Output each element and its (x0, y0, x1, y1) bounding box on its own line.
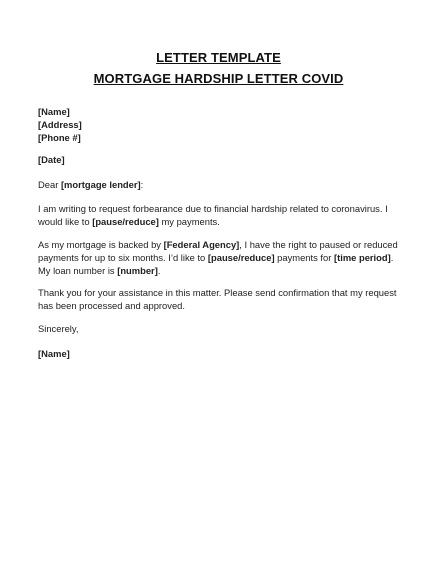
sender-block (38, 105, 398, 144)
paragraph-agency (38, 238, 398, 277)
paragraph1-text2: my payments. (158, 216, 220, 227)
paragraph2-bold4: [number] (117, 265, 158, 276)
paragraph-thanks: Thank you for your assistance in this matter. Please send confirmation that my request has been processed and approved. (38, 287, 397, 311)
paragraph2-bold3: [time period] (333, 252, 391, 263)
sender-phone: [Phone #] (38, 132, 81, 143)
salutation-suffix: : (140, 179, 144, 190)
salutation-recipient: [mortgage lender] (60, 179, 141, 190)
paragraph-request (38, 202, 398, 228)
salutation (38, 178, 398, 191)
paragraph2-bold2: [pause/reduce] (207, 252, 275, 263)
paragraph2-text1: As my mortgage is backed by (38, 239, 164, 250)
paragraph2-bold1: [Federal Agency] (163, 239, 240, 250)
paragraph2-text4: . My loan number is (38, 252, 394, 276)
closing-text: Sincerely, (38, 323, 79, 334)
sender-name: [Name] (38, 106, 70, 117)
paragraph2-text3: payments for (274, 252, 334, 263)
date-line: [Date] (38, 154, 65, 165)
sender-address: [Address] (38, 119, 82, 130)
letter-subtitle: MORTGAGE HARDSHIP LETTER COVID (93, 71, 344, 86)
paragraph2-text2: , I have the right to paused or reduced payments for up to six months. I’d like to (38, 239, 398, 263)
letter-title: LETTER TEMPLATE (156, 50, 281, 65)
signature-name: [Name] (38, 348, 70, 359)
paragraph2-text5: . (157, 265, 161, 276)
salutation-prefix: Dear (38, 179, 61, 190)
paragraph1-text1: I am writing to request forbearance due to financial hardship related to coronavirus. I would like to (38, 203, 388, 227)
paragraph1-bold1: [pause/reduce] (92, 216, 159, 227)
